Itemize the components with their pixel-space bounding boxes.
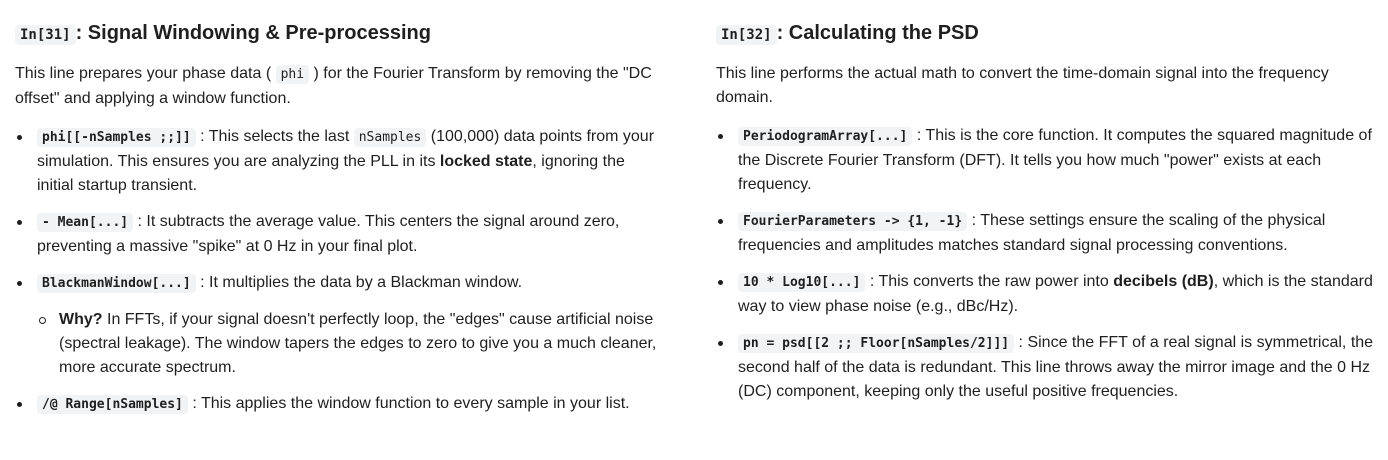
item-text: : These settings ensure the scaling of the physical frequencies and amplitudes matches standard signal processing conventions. [738,212,1326,254]
section-intro: This line performs the actual math to convert the time-domain signal into the frequency domain. [716,65,1329,106]
inline-code: BlackmanWindow[...] [37,274,196,293]
section-title-text: : Calculating the PSD [776,22,979,44]
section-title [15,18,665,50]
item-text: , which is the standard way to view phase noise (e.g., dBc/Hz). [738,273,1373,315]
inline-code: /@ Range[nSamples] [37,395,188,414]
bold-text: Why? [59,311,103,328]
bold-text: locked state [439,153,533,170]
inline-code: - Mean[...] [37,213,133,232]
section-title-text: : Signal Windowing & Pre-processing [75,22,431,44]
bullet-list [716,124,1376,404]
item-text: : This applies the window function to every sample in your list. [187,395,630,412]
inline-code: 10 * Log10[...] [738,273,865,292]
section-title [716,18,1376,50]
item-text: : This selects the last [195,128,354,145]
list-item [738,270,1376,319]
section-windowing [15,18,665,429]
list-item [37,392,665,417]
item-text: : Since the FFT of a real signal is symmetrical, the second half of the data is redundant. This line throws away the mirror image and the 0 Hz (DC) component, keeping only the useful positive frequencies. [738,334,1374,400]
section-intro [15,62,665,111]
item-text: : This is the core function. It computes the squared magnitude of the Discrete Fourier Transform (DFT). It tells you how much "power" exists at each frequency. [738,127,1372,193]
list-item [37,271,665,380]
item-text: : This converts the raw power into [865,273,1114,290]
item-text: , ignoring the initial startup transient. [37,153,625,194]
section-psd [716,18,1376,416]
item-text: : It multiplies the data by a Blackman window. [195,274,523,291]
list-item [37,125,665,198]
item-text: In FFTs, if your signal doesn't perfectly loop, the "edges" cause artificial noise (spectral leakage). The window tapers the edges to zero to give you a much cleaner, more accurate spectrum. [59,311,657,376]
inline-code: nSamples [354,128,427,147]
sub-list [37,308,665,380]
list-item [37,210,665,259]
inline-code: PeriodogramArray[...] [738,127,912,146]
sub-list-item [59,308,665,380]
bullet-list [15,125,665,417]
intro-text: ) for the Fourier Transform by removing the "DC offset" and applying a window function. [15,65,652,107]
bold-text: decibels (dB) [1113,273,1214,290]
list-item [738,209,1376,258]
inline-code: phi [276,65,309,84]
inline-code: pn = psd[[2 ;; Floor[nSamples/2]]] [738,334,1014,353]
inline-code: FourierParameters -> {1, -1} [738,212,967,231]
cell-tag: In[31] [15,25,76,45]
list-item [738,124,1376,197]
cell-tag: In[32] [716,25,777,45]
item-text: : It subtracts the average value. This centers the signal around zero, preventing a massive "spike" at 0 Hz in your final plot. [37,213,620,255]
list-item [738,331,1376,404]
intro-text: This line prepares your phase data ( [15,65,276,82]
inline-code: phi[[-nSamples ;;]] [37,128,196,147]
item-text: (100,000) data points from your simulation. This ensures you are analyzing the PLL in its [37,128,655,170]
